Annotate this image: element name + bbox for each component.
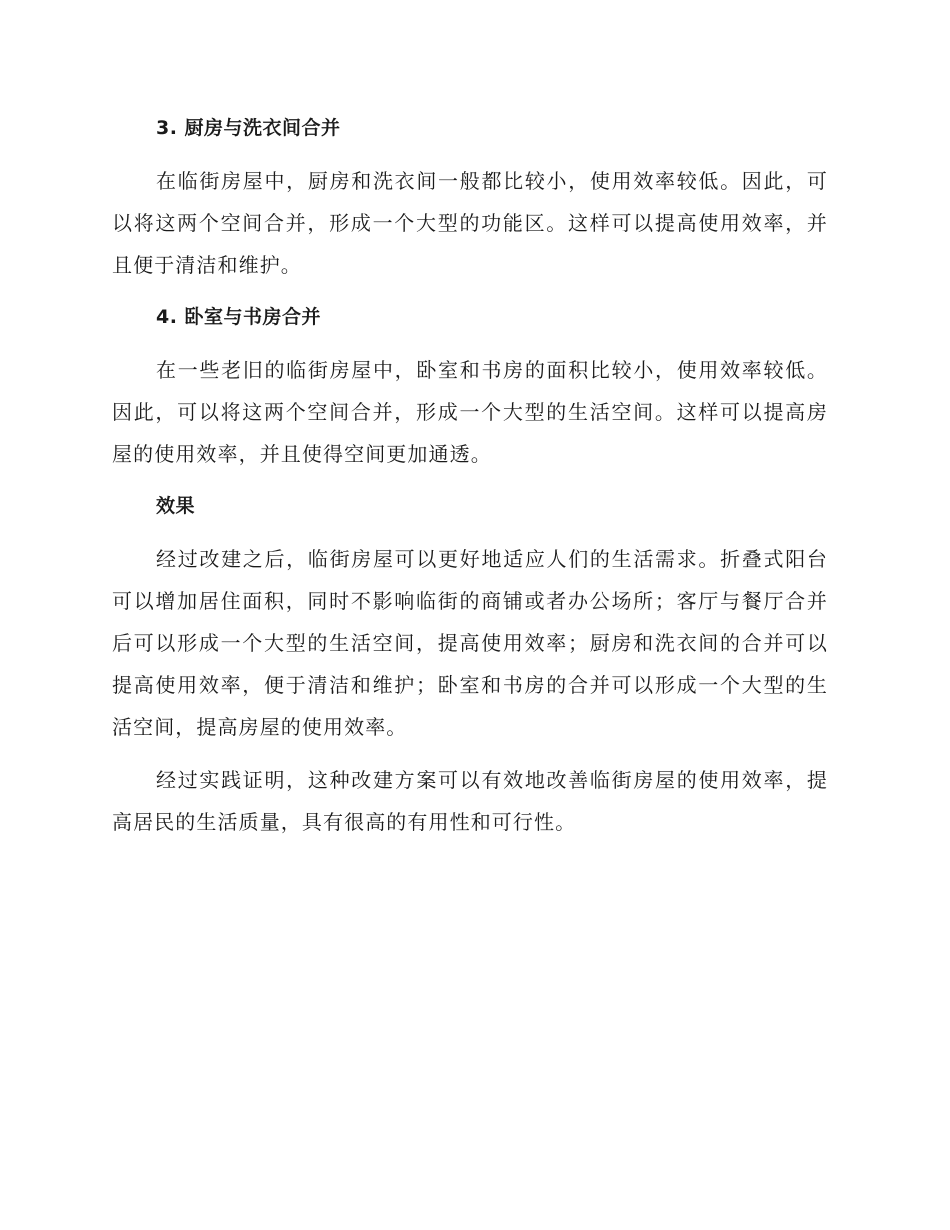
document-page <box>112 108 828 854</box>
paragraph-effect-conclusion: 经过实践证明，这种改建方案可以有效地改善临街房屋的使用效率，提高居民的生活质量，具有很高的有用性和可行性。 <box>112 768 828 834</box>
section-heading-effect: 效果 <box>156 495 196 517</box>
section-heading-bedroom-study: 4. 卧室与书房合并 <box>156 306 322 328</box>
paragraph-kitchen-laundry: 在临街房屋中，厨房和洗衣间一般都比较小，使用效率较低。因此，可以将这两个空间合并，形成一个大型的功能区。这样可以提高使用效率，并且便于清洁和维护。 <box>112 169 828 277</box>
paragraph-effect-summary: 经过改建之后，临街房屋可以更好地适应人们的生活需求。折叠式阳台可以增加居住面积，同时不影响临街的商铺或者办公场所；客厅与餐厅合并后可以形成一个大型的生活空间，提高使用效率；厨房和洗衣间的合并可以提高使用效率，便于清洁和维护；卧室和书房的合并可以形成一个大型的生活空间，提高房屋的使用效率。 <box>112 547 828 739</box>
section-heading-kitchen-laundry: 3. 厨房与洗衣间合并 <box>156 117 341 139</box>
paragraph-bedroom-study: 在一些老旧的临街房屋中，卧室和书房的面积比较小，使用效率较低。因此，可以将这两个空间合并，形成一个大型的生活空间。这样可以提高房屋的使用效率，并且使得空间更加通透。 <box>112 358 828 466</box>
